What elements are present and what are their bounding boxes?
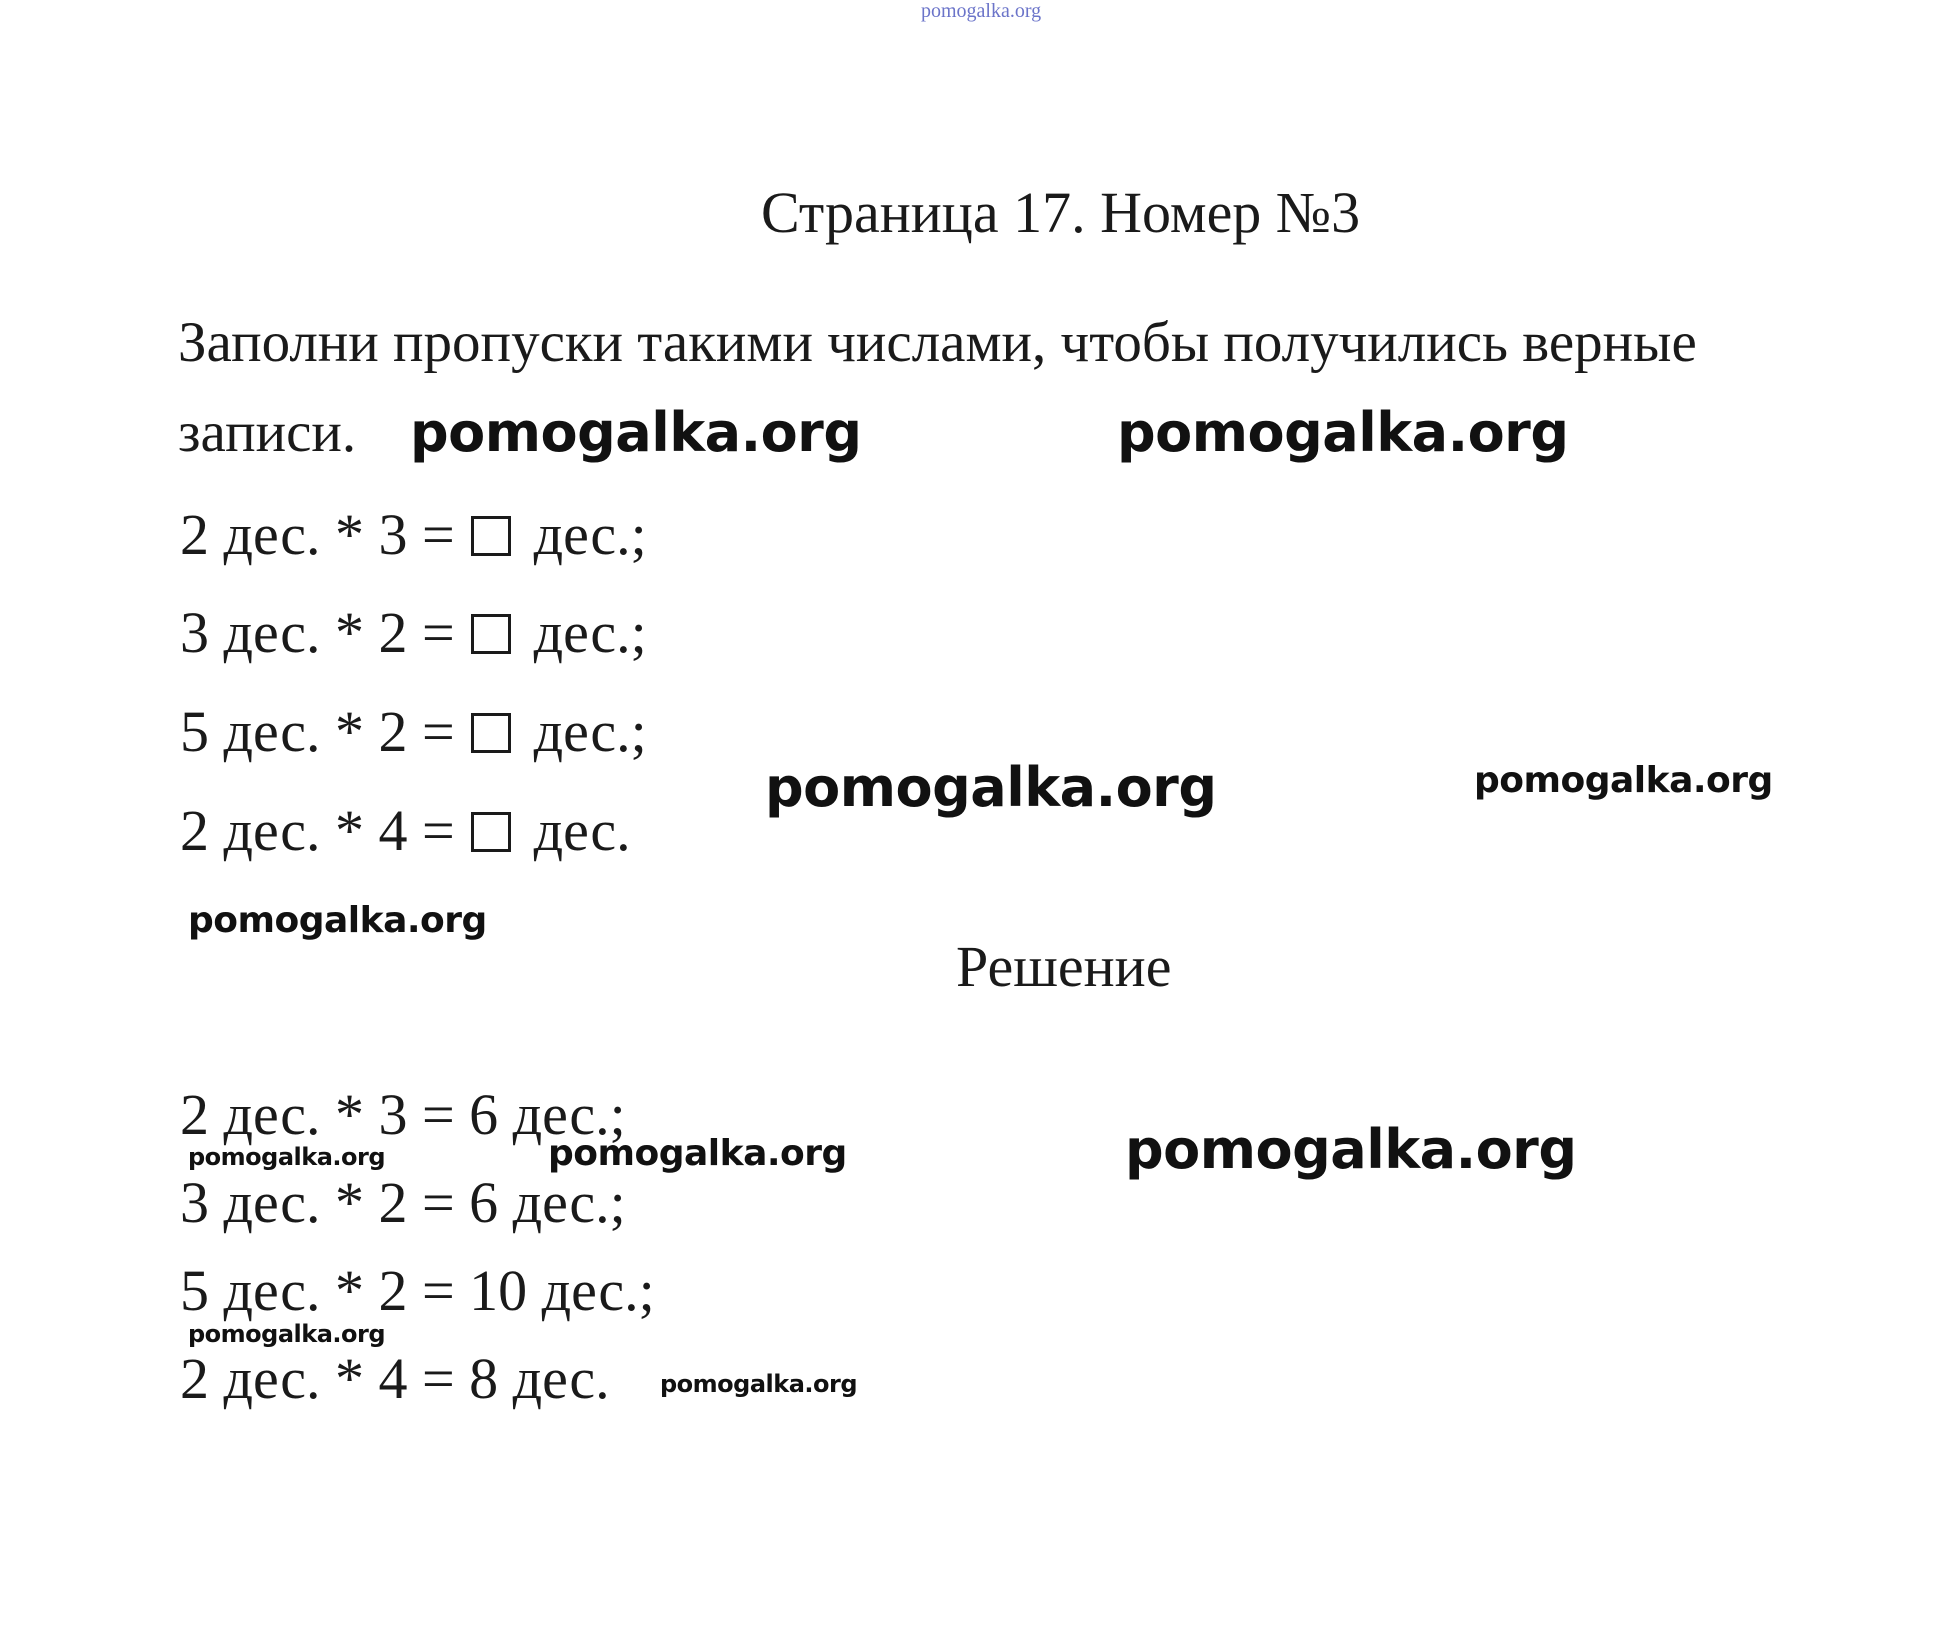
answer-box-1 (471, 516, 511, 556)
answer-box-4 (471, 812, 511, 852)
exercise-1-unit: дес.; (533, 502, 647, 567)
exercise-3-unit: дес.; (533, 699, 647, 764)
exercise-4-expression: 2 дес. * 4 = (180, 798, 455, 863)
task-text-line-2: записи. (178, 401, 357, 464)
solution-line-3: 5 дес. * 2 = 10 дес.; (180, 1258, 655, 1323)
exercise-2 (180, 598, 647, 668)
solution-line-4: 2 дес. * 4 = 8 дес. (180, 1346, 610, 1411)
watermark-8: pomogalka.org (188, 1143, 386, 1171)
answer-box-2 (471, 614, 511, 654)
watermark-10: pomogalka.org (660, 1370, 858, 1398)
watermark-9: pomogalka.org (188, 1320, 386, 1348)
watermark-6: pomogalka.org (1125, 1118, 1577, 1181)
exercise-2-unit: дес.; (533, 600, 647, 665)
watermark-3: pomogalka.org (765, 756, 1217, 819)
exercise-2-expression: 3 дес. * 2 = (180, 600, 455, 665)
task-text-line-1: Заполни пропуски такими числами, чтобы получились верные (178, 311, 1697, 374)
exercise-4 (180, 796, 631, 866)
exercise-4-unit: дес. (533, 798, 631, 863)
watermark-7: pomogalka.org (548, 1133, 847, 1174)
watermark-2: pomogalka.org (1117, 401, 1569, 464)
exercise-1 (180, 500, 647, 570)
solution-line-1: 2 дес. * 3 = 6 дес.; (180, 1082, 626, 1147)
watermark-1: pomogalka.org (410, 401, 862, 464)
solution-title: Решение (956, 934, 1172, 999)
solution-line-2: 3 дес. * 2 = 6 дес.; (180, 1170, 626, 1235)
exercise-3-expression: 5 дес. * 2 = (180, 699, 455, 764)
page-title: Страница 17. Номер №3 (761, 180, 1361, 245)
watermark-4: pomogalka.org (1474, 760, 1773, 801)
exercise-3 (180, 697, 647, 767)
exercise-1-expression: 2 дес. * 3 = (180, 502, 455, 567)
top-watermark: pomogalka.org (921, 0, 1042, 22)
answer-box-3 (471, 713, 511, 753)
watermark-5: pomogalka.org (188, 900, 487, 941)
